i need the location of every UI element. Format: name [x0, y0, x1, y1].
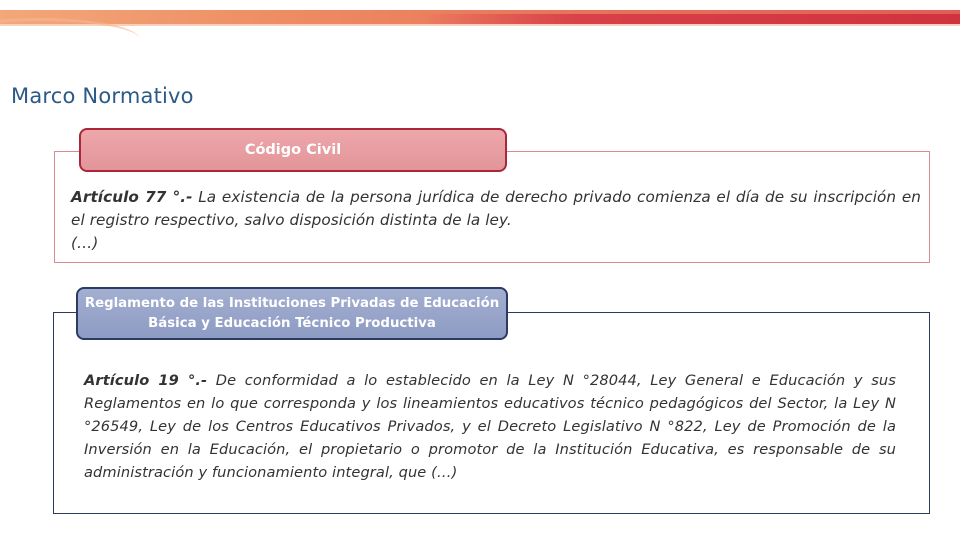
page-title: Marco Normativo	[11, 84, 194, 108]
article-77-text	[71, 186, 921, 255]
band-red	[420, 14, 960, 24]
article-body: De conformidad a lo establecido en la Ley N °28044, Ley General e Educación y sus Reglamentos en lo que corresponda y los lineamientos educativos técnico pedagógicos del Sector, la Ley N °26549, Ley de los Centros Educativos Privados, y el Decreto Legislativo N °822, Ley de Promoción de la Inversión en la Educación, el propietario o promotor de la Institución Educativa, es responsable de su administración y funcionamiento integral, que (…)	[84, 372, 896, 481]
article-19-text	[84, 369, 896, 484]
band-stripe	[0, 24, 960, 26]
section-tab-codigo-civil: Código Civil	[79, 128, 507, 172]
section-tab-reglamento: Reglamento de las Instituciones Privadas de Educación Básica y Educación Técnico Productiva	[76, 287, 508, 340]
article-number: Artículo 77 °.-	[71, 188, 193, 206]
article-number: Artículo 19 °.-	[84, 372, 208, 389]
header-decoration-band	[0, 0, 960, 38]
continuation-ellipsis: (…)	[71, 234, 99, 252]
article-body: La existencia de la persona jurídica de derecho privado comienza el día de su inscripción en el registro respectivo, salvo disposición distinta de la ley.	[71, 188, 921, 229]
